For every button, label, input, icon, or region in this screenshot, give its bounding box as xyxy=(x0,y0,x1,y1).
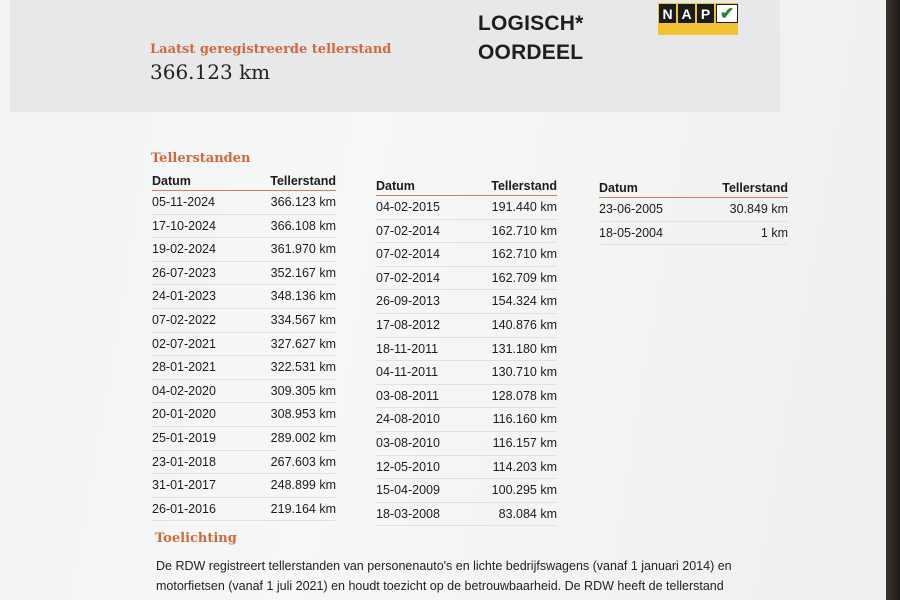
reading-cell: 140.876 km xyxy=(491,317,557,332)
table-row xyxy=(599,198,788,222)
date-cell: 25-01-2019 xyxy=(152,430,216,445)
table-row xyxy=(152,262,336,286)
reading-cell: 308.953 km xyxy=(270,407,336,422)
explanation-title: Toelichting xyxy=(155,531,237,546)
column-header xyxy=(599,181,788,198)
table-row xyxy=(376,338,557,362)
date-cell: 19-02-2024 xyxy=(152,242,216,257)
reading-header: Tellerstand xyxy=(491,179,557,193)
date-cell: 04-02-2020 xyxy=(152,383,216,398)
readings-column-1 xyxy=(152,174,336,521)
reading-cell: 327.627 km xyxy=(270,336,336,351)
date-cell: 07-02-2014 xyxy=(376,270,440,285)
column-header xyxy=(376,179,557,196)
reading-cell: 191.440 km xyxy=(491,200,557,214)
verdict-line-1: LOGISCH* xyxy=(478,12,584,35)
date-cell: 04-11-2011 xyxy=(376,365,439,380)
table-row xyxy=(152,238,336,262)
reading-cell: 114.203 km xyxy=(492,459,557,474)
table-row xyxy=(152,191,336,215)
reading-cell: 366.108 km xyxy=(270,218,336,233)
reading-cell: 267.603 km xyxy=(270,454,336,469)
date-header: Datum xyxy=(376,179,415,193)
verdict-line-2: OORDEEL xyxy=(478,41,584,64)
date-cell: 03-08-2010 xyxy=(376,435,440,450)
page-edge xyxy=(886,0,900,600)
table-row xyxy=(376,290,557,314)
verdict-label xyxy=(478,9,583,67)
explanation-line-1: De RDW registreert tellerstanden van personenauto's en lichte bedrijfswagens (vanaf 1 januari 2014) en xyxy=(156,559,732,573)
reading-cell: 83.084 km xyxy=(498,506,557,521)
date-cell: 23-01-2018 xyxy=(152,454,216,469)
table-row xyxy=(376,479,557,503)
table-row xyxy=(152,333,336,357)
reading-cell: 100.295 km xyxy=(491,483,557,498)
reading-cell: 309.305 km xyxy=(270,383,336,398)
date-cell: 04-02-2015 xyxy=(376,200,440,214)
readings-column-3 xyxy=(599,181,788,245)
nap-letter-n: N xyxy=(659,4,676,23)
table-row xyxy=(376,408,557,432)
table-row xyxy=(376,385,557,409)
date-cell: 02-07-2021 xyxy=(152,336,216,351)
table-row xyxy=(376,361,557,385)
date-header: Datum xyxy=(599,181,638,195)
reading-cell: 130.710 km xyxy=(491,365,557,380)
reading-cell: 248.899 km xyxy=(270,478,336,493)
date-cell: 20-01-2020 xyxy=(152,407,216,422)
reading-cell: 154.324 km xyxy=(491,294,557,309)
table-row xyxy=(152,380,336,404)
date-cell: 17-08-2012 xyxy=(376,317,440,332)
table-row xyxy=(152,474,336,498)
date-cell: 26-09-2013 xyxy=(376,294,440,309)
column-header xyxy=(152,174,336,191)
date-header: Datum xyxy=(152,174,191,188)
date-cell: 26-07-2023 xyxy=(152,265,216,280)
date-cell: 18-11-2011 xyxy=(376,341,439,356)
table-row xyxy=(152,356,336,380)
table-row xyxy=(376,196,557,220)
table-row xyxy=(376,243,557,267)
date-cell: 31-01-2017 xyxy=(152,478,216,493)
date-cell: 24-08-2010 xyxy=(376,412,440,427)
reading-cell: 116.157 km xyxy=(492,435,557,450)
table-row xyxy=(152,451,336,475)
reading-cell: 162.710 km xyxy=(491,223,557,238)
table-row xyxy=(376,267,557,291)
reading-cell: 334.567 km xyxy=(270,312,336,327)
nap-logo xyxy=(658,3,738,35)
table-row xyxy=(152,498,336,522)
date-cell: 24-01-2023 xyxy=(152,289,216,304)
nap-letter-a: A xyxy=(678,4,695,23)
table-row xyxy=(376,314,557,338)
reading-cell: 348.136 km xyxy=(270,289,336,304)
date-cell: 17-10-2024 xyxy=(152,218,216,233)
reading-cell: 219.164 km xyxy=(270,501,336,516)
explanation-text xyxy=(156,556,776,596)
reading-header: Tellerstand xyxy=(722,181,788,195)
date-cell: 07-02-2014 xyxy=(376,223,440,238)
reading-cell: 289.002 km xyxy=(270,430,336,445)
last-reading-label: Laatst geregistreerde tellerstand xyxy=(150,42,392,57)
reading-cell: 30.849 km xyxy=(729,202,788,216)
nap-letter-p: P xyxy=(697,4,714,23)
table-row xyxy=(376,456,557,480)
date-cell: 07-02-2014 xyxy=(376,247,440,262)
date-cell: 15-04-2009 xyxy=(376,483,440,498)
reading-cell: 361.970 km xyxy=(270,242,336,257)
table-row xyxy=(376,220,557,244)
section-title: Tellerstanden xyxy=(151,151,251,166)
table-row xyxy=(152,285,336,309)
reading-cell: 128.078 km xyxy=(491,388,557,403)
reading-cell: 162.709 km xyxy=(491,270,557,285)
checkmark-icon: ✔ xyxy=(716,4,738,23)
reading-cell: 352.167 km xyxy=(270,265,336,280)
date-cell: 18-05-2004 xyxy=(599,225,663,240)
reading-cell: 162.710 km xyxy=(491,247,557,262)
reading-cell: 131.180 km xyxy=(491,341,557,356)
date-cell: 05-11-2024 xyxy=(152,195,216,209)
table-row xyxy=(152,427,336,451)
date-cell: 26-01-2016 xyxy=(152,501,216,516)
date-cell: 07-02-2022 xyxy=(152,312,216,327)
reading-cell: 366.123 km xyxy=(270,195,336,209)
table-row xyxy=(152,215,336,239)
date-cell: 23-06-2005 xyxy=(599,202,663,216)
table-row xyxy=(376,432,557,456)
reading-cell: 322.531 km xyxy=(270,360,336,375)
date-cell: 28-01-2021 xyxy=(152,360,216,375)
reading-cell: 116.160 km xyxy=(492,412,557,427)
table-row xyxy=(376,503,557,527)
table-row xyxy=(152,403,336,427)
table-row xyxy=(152,309,336,333)
date-cell: 18-03-2008 xyxy=(376,506,440,521)
date-cell: 12-05-2010 xyxy=(376,459,440,474)
explanation-line-2: motorfietsen (vanaf 1 juli 2021) en houdt toezicht op de betrouwbaarheid. De RDW heeft de tellerstand xyxy=(156,579,724,593)
last-reading-value: 366.123 km xyxy=(150,60,271,84)
reading-cell: 1 km xyxy=(760,225,788,240)
reading-header: Tellerstand xyxy=(270,174,336,188)
readings-column-2 xyxy=(376,179,557,526)
table-row xyxy=(599,222,788,246)
date-cell: 03-08-2011 xyxy=(376,388,440,403)
